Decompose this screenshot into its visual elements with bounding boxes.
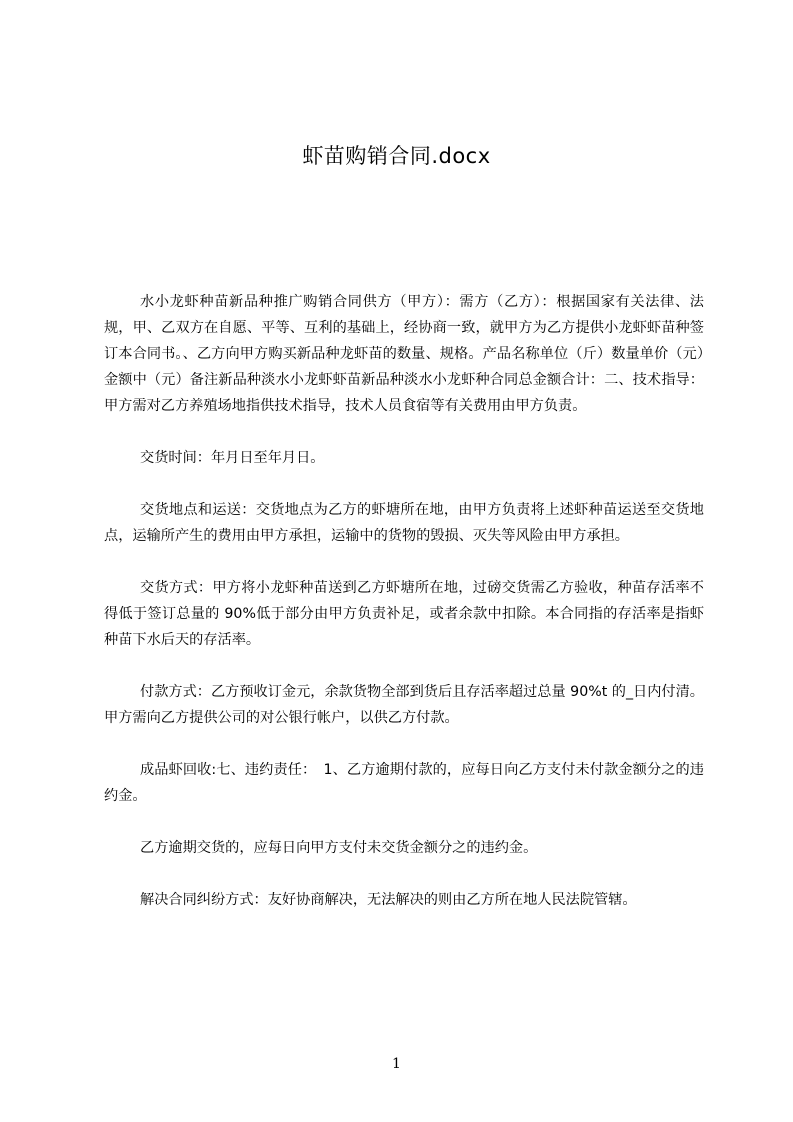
page-number: 1 — [392, 1056, 401, 1072]
paragraph-delivery-time: 交货时间：年月日至年月日。 — [140, 450, 325, 466]
document-body — [104, 289, 704, 913]
paragraph-late-delivery: 乙方逾期交货的，应每日向甲方支付未交货金额分之的违约金。 — [140, 840, 538, 856]
paragraph-payment-method: 付款方式：乙方预收订金元，余款货物全部到货后且存活率超过总量 90%t 的_日内付清。甲方需向乙方提供公司的对公银行帐户，以供乙方付款。 — [104, 684, 704, 726]
paragraph-breach-liability: 成品虾回收:七、违约责任： 1、乙方逾期付款的，应每日向乙方支付未付款金额分之的违约金。 — [104, 762, 704, 804]
paragraph-delivery-method: 交货方式：甲方将小龙虾种苗送到乙方虾塘所在地，过磅交货需乙方验收，种苗存活率不得低于签订总量的 90%低于部分由甲方负责补足，或者余款中扣除。本合同指的存活率是指虾种苗下水后天的存活率。 — [104, 580, 704, 648]
paragraph-dispute-resolution: 解决合同纠纷方式：友好协商解决，无法解决的则由乙方所在地人民法院管辖。 — [140, 892, 637, 908]
document-title: 虾苗购销合同.docx — [302, 144, 491, 168]
paragraph-delivery-place: 交货地点和运送：交货地点为乙方的虾塘所在地，由甲方负责将上述虾种苗运送至交货地点，运输所产生的费用由甲方承担，运输中的货物的毁损、灭失等风险由甲方承担。 — [104, 502, 704, 544]
paragraph-contract-intro: 水小龙虾种苗新品种推广购销合同供方（甲方）：需方（乙方）：根据国家有关法律、法规，甲、乙双方在自愿、平等、互利的基础上，经协商一致，就甲方为乙方提供小龙虾虾苗种签订本合同书。、乙方向甲方购买新品种龙虾苗的数量、规格。产品名称单位（斤）数量单价（元）金额中（元）备注新品种淡水小龙虾虾苗新品种淡水小龙虾种合同总金额合计：二、技术指导：甲方需对乙方养殖场地指供技术指导，技术人员食宿等有关费用由甲方负责。 — [104, 294, 704, 414]
